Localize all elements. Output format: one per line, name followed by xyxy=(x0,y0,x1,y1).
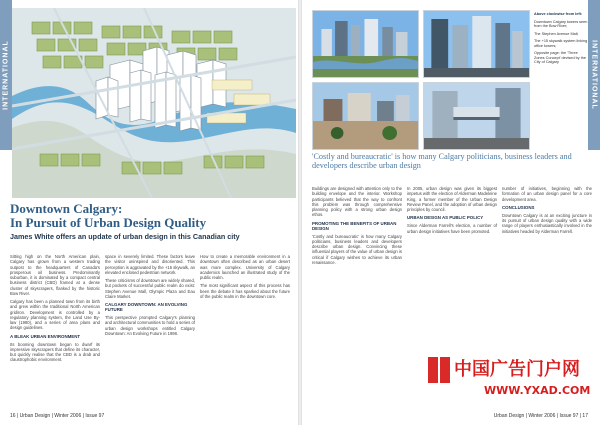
right-col1-para-2: 'Costly and bureaucratic' is how many Calgary politicians, business leaders and developers describe urban design. Convincing these influential players of the value of urban design is critical if Calgary wishes to achieve its urban renaissance. xyxy=(312,233,402,265)
caption-line-1: Above clockwise from left: xyxy=(534,12,583,16)
left-col2-para-1: space in severely limited. These factors leave the visitor uninspired and disoriented. This perception is aggravated by the +15 skywalk, an elevated enclosed pedestrian network. xyxy=(105,254,195,275)
photo-street-towers xyxy=(423,10,530,78)
left-col1-para-1: Sitting high on the North American plain, Calgary has grown from a western trading outpost to the headquarters of Canada's prosperous oil business. Predominantly suburban, it is dominated by a compact central business district (CBD) framed at a dense cluster of skyscrapers, flanked by the historic Bow River. xyxy=(10,254,100,296)
left-col3-para-1: How to create a memorable environment in a downtown often described as an urban desert was more complex. University of Calgary academics launched an illustrated study of the public realm. xyxy=(200,254,290,280)
left-col2-para-2: These criticisms of downtown are widely shared, but pockets of successful public realm do exist: Stephen Avenue Mall, Olympic Plaza and Eau Claire Market. xyxy=(105,278,195,299)
right-col1-para-1: Buildings are designed with attention only to the building envelope and the interior. Workshop participants believed that the way to confront this problem was through comprehensive planning policy with a strong urban design ethos. xyxy=(312,186,402,218)
left-body-columns xyxy=(10,254,290,366)
caption-line-2: Downtown Calgary towers seen from the Bow River; xyxy=(534,19,588,29)
left-column-3 xyxy=(200,254,290,366)
left-column-1 xyxy=(10,254,100,366)
left-col2-para-3: This perspective prompted Calgary's planning and architectural communities to hold a series of urban design workshops entitled Calgary Downtown: An Evolving Future in 1998. xyxy=(105,315,195,336)
watermark-logo xyxy=(426,351,590,403)
watermark-chinese: 中国广告门户网 xyxy=(454,359,580,380)
city-map-illustration xyxy=(12,8,296,198)
photo-skyline-river xyxy=(312,10,419,78)
section-tab-left xyxy=(0,0,12,150)
pull-quote: 'Costly and bureaucratic' is how many Calgary politicians, business leaders and developers describe urban design xyxy=(312,152,572,171)
photo-collage xyxy=(312,10,530,150)
right-column-1 xyxy=(312,186,402,268)
right-body-columns xyxy=(312,186,592,268)
caption-line-5: Opposite page: the 'Three Zones Concept' devised by the City of Calgary xyxy=(534,51,587,65)
left-col1-heading: A BLEAK URBAN ENVIRONMENT xyxy=(10,333,81,339)
right-col2-para-1: In 2005, urban design was given its biggest impetus with the election of Alderman Madeleine King, a former member of the Urban Design Review Panel, and the adoption of urban design principles by council. xyxy=(407,186,497,212)
right-column-2 xyxy=(407,186,497,268)
left-folio: 16 | Urban Design | Winter 2006 | Issue 97 xyxy=(10,413,105,419)
photo-skywalk xyxy=(423,82,530,150)
article-headline: Downtown Calgary: In Pursuit of Urban Design Quality xyxy=(10,201,207,230)
left-page xyxy=(0,0,298,425)
left-column-2 xyxy=(105,254,195,366)
right-col2-heading: URBAN DESIGN AS PUBLIC POLICY xyxy=(407,215,484,221)
right-col2-para-2: Since Alderman Farrell's election, a number of urban design initiatives have been promoted. xyxy=(407,223,497,234)
caption-line-3: The Stephen Avenue Mall; xyxy=(534,31,579,36)
left-col2-heading: CALGARY DOWNTOWN: AN EVOLVING FUTURE xyxy=(105,302,188,312)
right-col3-para-1: number of initiatives, beginning with the formation of an urban design panel for a core development area. xyxy=(502,186,592,202)
watermark-url: WWW.YXAD.COM xyxy=(484,384,590,397)
left-col3-para-2: The most significant aspect of this process has been the debate it has sparked about the future of the public realm in the downtown core. xyxy=(200,283,290,299)
article-deck: James White offers an update of urban design in this Canadian city xyxy=(10,232,240,241)
caption-line-4: The +15 skywalk system linking office towers; xyxy=(534,39,588,48)
section-tab-label: INTERNATIONAL xyxy=(590,40,598,110)
section-tab-label: INTERNATIONAL xyxy=(2,40,10,110)
left-col1-para-2: Calgary has been a planned town from its birth and grew within the traditional North American gridiron. Development is controlled by a regulatory planning system, the Land Use By-law (1980), and a series of area plans and design guidelines. xyxy=(10,299,100,331)
right-column-3 xyxy=(502,186,592,268)
right-col3-para-2: Downtown Calgary is at an exciting juncture in its pursuit of urban design quality with a wide range of players enthusiastically involved in the initiatives headed by Alderman Farrell. xyxy=(502,212,592,234)
right-folio: Urban Design | Winter 2006 | Issue 97 | 17 xyxy=(493,413,588,419)
section-tab-right xyxy=(588,0,600,150)
left-col1-para-3: Its booming downtown began to dwarf its impressive skyscrapers that define its character, but quickly realise that the CBD is a drab and claustrophobic environment. xyxy=(10,341,100,363)
photo-caption xyxy=(534,12,589,68)
right-col3-heading: CONCLUSIONS xyxy=(502,204,535,210)
photo-plaza xyxy=(312,82,419,150)
right-col1-heading: PROMOTING THE BENEFITS OF URBAN DESIGN xyxy=(312,220,397,231)
